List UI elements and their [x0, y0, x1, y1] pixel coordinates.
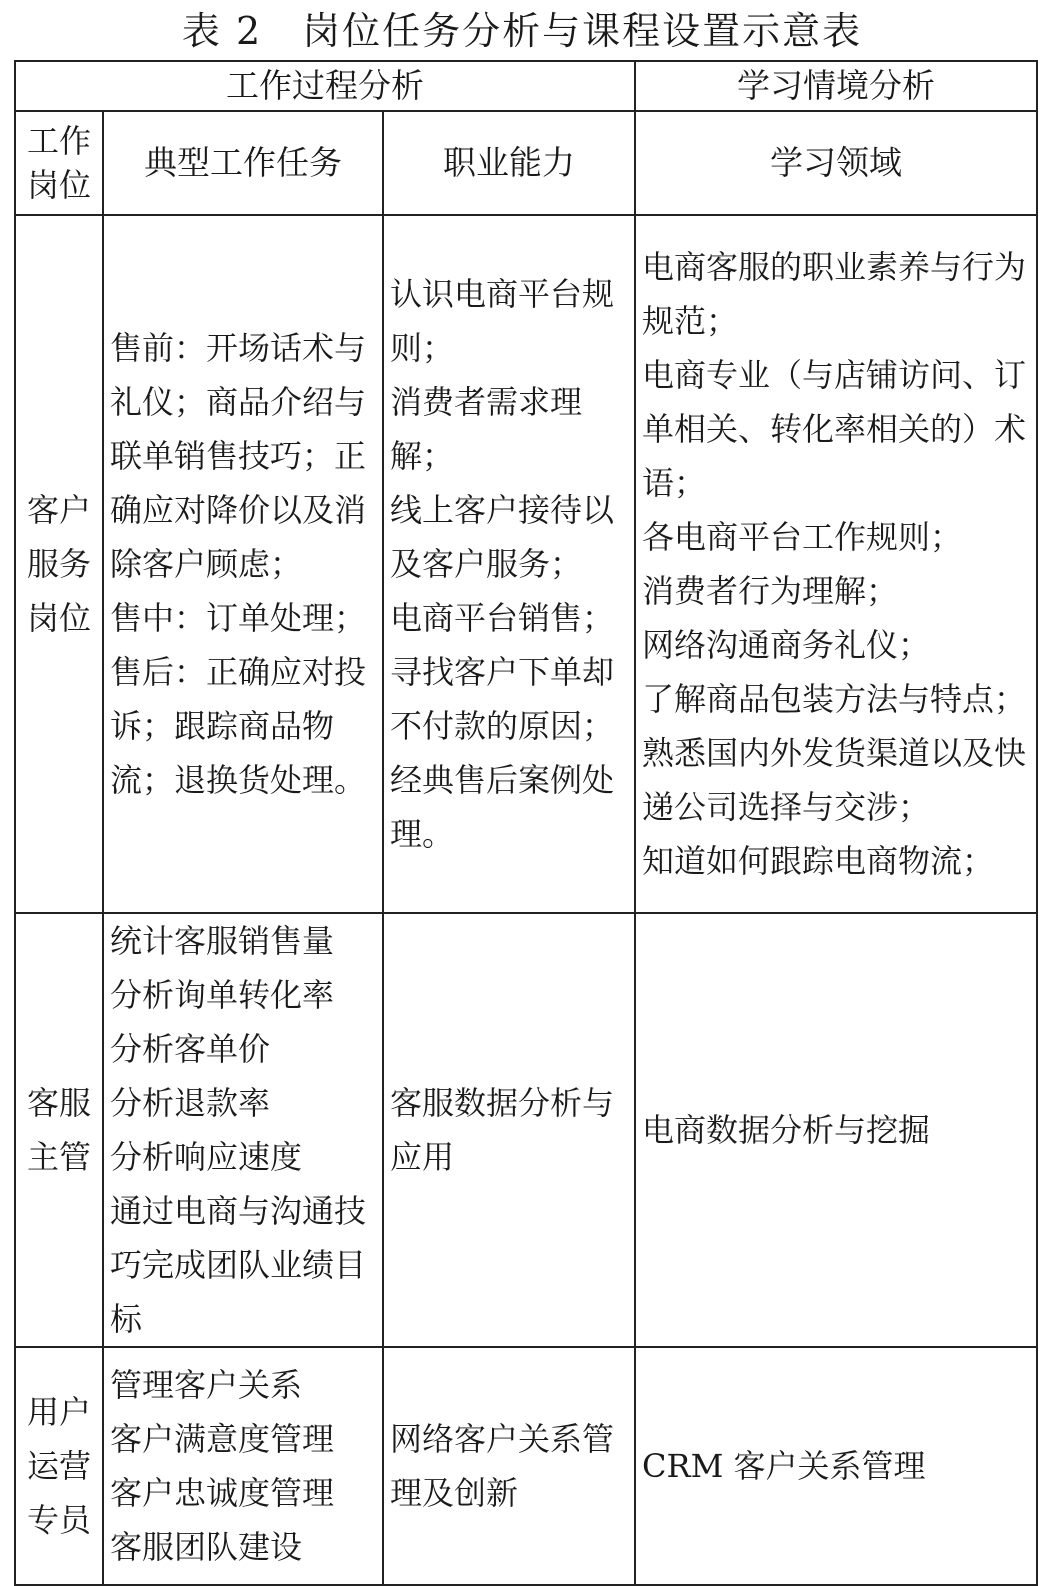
- course-table: [14, 60, 1038, 1586]
- row-position: 客服 主管: [15, 913, 103, 1347]
- row-ability: 认识电商平台规则； 消费者需求理解； 线上客户接待以及客户服务； 电商平台销售； 寻找客户下单却不付款的原因； 经典售后案例处理。: [383, 215, 635, 913]
- row-domain: CRM 客户关系管理: [635, 1347, 1037, 1585]
- row-ability: 客服数据分析与应用: [383, 913, 635, 1347]
- header-learning-analysis: 学习情境分析: [635, 61, 1037, 111]
- row-domain: 电商客服的职业素养与行为规范； 电商专业（与店铺访问、订单相关、转化率相关的）术语； 各电商平台工作规则； 消费者行为理解； 网络沟通商务礼仪； 了解商品包装方法与特点； 熟悉国内外发货渠道以及快递公司选择与交涉； 知道如何跟踪电商物流；: [635, 215, 1037, 913]
- header-tasks: 典型工作任务: [103, 111, 383, 215]
- header-ability: 职业能力: [383, 111, 635, 215]
- group-header-row: [15, 61, 1037, 111]
- table-row: [15, 215, 1037, 913]
- column-header-row: [15, 111, 1037, 215]
- header-position: 工作 岗位: [15, 111, 103, 215]
- row-tasks: 管理客户关系 客户满意度管理 客户忠诚度管理 客服团队建设: [103, 1347, 383, 1585]
- row-domain: 电商数据分析与挖掘: [635, 913, 1037, 1347]
- row-ability: 网络客户关系管理及创新: [383, 1347, 635, 1585]
- row-position: 客户 服务 岗位: [15, 215, 103, 913]
- header-domain: 学习领域: [635, 111, 1037, 215]
- table-row: [15, 913, 1037, 1347]
- header-work-process: 工作过程分析: [15, 61, 635, 111]
- table-title: 表 2 岗位任务分析与课程设置示意表: [181, 9, 863, 53]
- row-tasks: 售前：开场话术与礼仪；商品介绍与联单销售技巧；正确应对降价以及消除客户顾虑； 售中：订单处理； 售后：正确应对投诉；跟踪商品物流；退换货处理。: [103, 215, 383, 913]
- row-position: 用户 运营 专员: [15, 1347, 103, 1585]
- row-tasks: 统计客服销售量 分析询单转化率 分析客单价 分析退款率 分析响应速度 通过电商与沟通技巧完成团队业绩目标: [103, 913, 383, 1347]
- table-row: [15, 1347, 1037, 1585]
